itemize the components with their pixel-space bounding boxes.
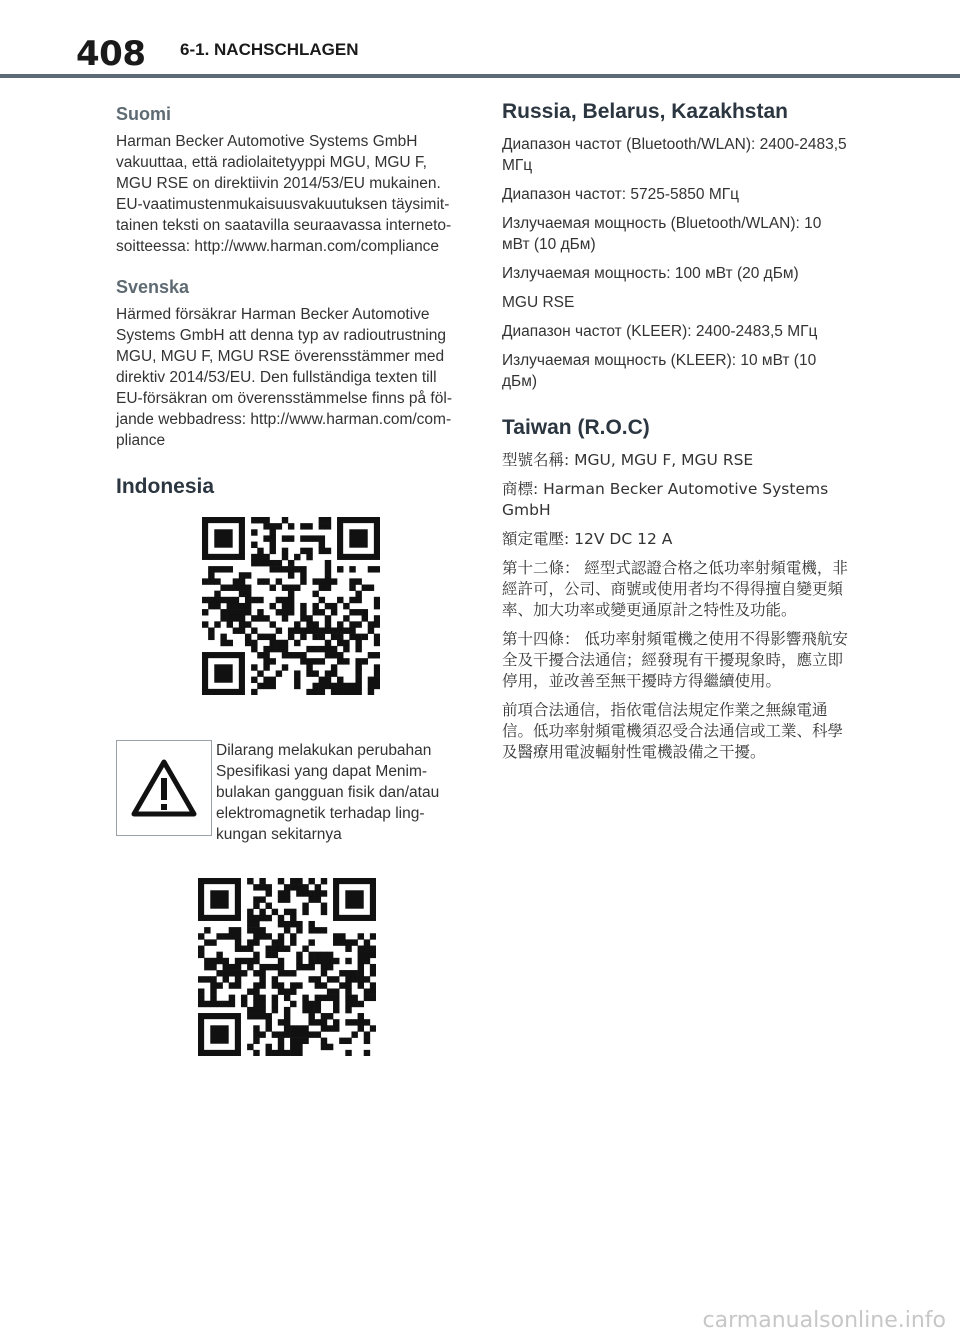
warning-triangle-icon	[131, 758, 197, 818]
indonesia-heading: Indonesia	[116, 475, 215, 498]
right-column	[502, 100, 852, 771]
watermark: carmanualsonline.info	[702, 1308, 946, 1333]
taiwan-line: 第十二條： 經型式認證合格之低功率射頻電機，非經許可，公司、商號或使用者均不得得擅自變更頻率、加大功率或變更通原計之特性及功能。	[502, 559, 848, 619]
svenska-text: Härmed försäkrar Harman Becker Automotive Systems GmbH att denna typ av radioutrustning MGU, MGU F, MGU RSE överensstämmer med direktiv 2014/53/EU. Den fullständiga texten till EU-försäkran om överensstämmelse finns på följande webbadress: http://www.harman.com/compliance	[116, 306, 452, 449]
russia-line: Излучаемая мощность: 100 мВт (20 дБм)	[502, 265, 799, 282]
taiwan-line: 前項合法通信，指依電信法規定作業之無線電通信。低功率射頻電機須忍受合法通信或工業、科學及醫療用電波輻射性電機設備之干擾。	[502, 701, 844, 761]
taiwan-line: 型號名稱: MGU, MGU F, MGU RSE	[502, 451, 754, 469]
left-column	[116, 100, 466, 695]
qr-code-2	[198, 878, 376, 1056]
warning-box	[116, 740, 466, 843]
russia-heading: Russia, Belarus, Kazakhstan	[502, 100, 788, 123]
russia-line: Излучаемая мощность (Bluetooth/WLAN): 10 мВт (10 дБм)	[502, 215, 822, 253]
russia-line: Диапазон частот (Bluetooth/WLAN): 2400-2483,5 МГц	[502, 136, 847, 174]
warning-frame	[116, 740, 212, 836]
taiwan-heading: Taiwan (R.O.C)	[502, 416, 650, 439]
taiwan-line: 第十四條： 低功率射頻電機之使用不得影響飛航安全及干擾合法通信；經發現有干擾現象時，應立即停用，並改善至無干擾時方得繼續使用。	[502, 630, 848, 690]
header-rule	[0, 74, 960, 78]
taiwan-line: 額定電壓: 12V DC 12 A	[502, 530, 673, 548]
page-header	[0, 0, 960, 80]
qr-code-2-image	[198, 878, 376, 1056]
russia-line: MGU RSE	[502, 294, 575, 311]
svenska-heading: Svenska	[116, 277, 190, 297]
russia-line: Диапазон частот (KLEER): 2400-2483,5 МГц	[502, 323, 818, 340]
russia-line: Диапазон частот: 5725-5850 МГц	[502, 186, 740, 203]
page-number: 408	[76, 34, 146, 74]
section-title: 6-1. NACHSCHLAGEN	[180, 40, 359, 59]
warning-text: Dilarang melakukan perubahan Spesifikasi yang dapat Menimbulakan gangguan fisik dan/atau elektromagnetik terhadap lingkungan sekitarnya	[216, 742, 440, 843]
suomi-text: Harman Becker Automotive Systems GmbH vakuuttaa, että radiolaitetyyppi MGU, MGU F, MGU RSE on direktiivin 2014/53/EU mukainen. EU-vaatimustenmukaisuusvakuutuksen täysimittainen teksti on saatavilla seuraavassa internetosoitteessa: http://www.harman.com/compliance	[116, 133, 452, 255]
qr-code-1	[116, 517, 466, 695]
russia-line: Излучаемая мощность (KLEER): 10 мВт (10 дБм)	[502, 352, 817, 390]
qr-code-1-image	[202, 517, 380, 695]
suomi-heading: Suomi	[116, 104, 172, 124]
taiwan-line: 商標: Harman Becker Automotive Systems GmbH	[502, 480, 829, 519]
